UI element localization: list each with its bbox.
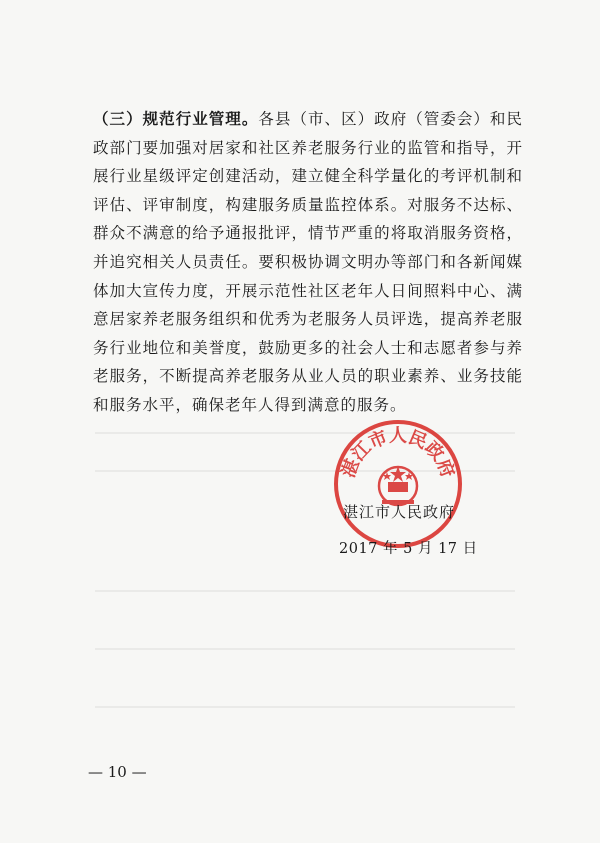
seal-text: 湛江市人民政府 xyxy=(337,425,459,481)
bleed-through-line xyxy=(95,706,515,708)
body-paragraph xyxy=(93,105,523,420)
section-heading: （三）规范行业管理。 xyxy=(93,109,259,128)
paragraph-text: 各县（市、区）政府（管委会）和民政部门要加强对居家和社区养老服务行业的监管和指导，开展行业星级评定创建活动，建立健全科学量化的考评机制和评估、评审制度，构建服务质量监控体系。对服务不达标、群众不满意的给予通报批评，情节严重的将取消服务资格，并追究相关人员责任。要积极协调文明办等部门和各新闻媒体加大宣传力度，开展示范性社区老年人日间照料中心、满意居家养老服务组织和优秀为老服务人员评选，提高养老服务行业地位和美誉度，鼓励更多的社会人士和志愿者参与养老服务，不断提高养老服务从业人员的职业素养、业务技能和服务水平，确保老年人得到满意的服务。 xyxy=(93,110,523,414)
official-seal-stamp xyxy=(332,418,464,550)
issue-date: 2017 年 5 月 17 日 xyxy=(339,541,478,557)
bleed-through-line xyxy=(95,590,515,592)
page-number: — 10 — xyxy=(88,763,147,781)
bleed-through-line xyxy=(95,648,515,650)
issuing-authority: 湛江市人民政府 xyxy=(343,503,456,521)
